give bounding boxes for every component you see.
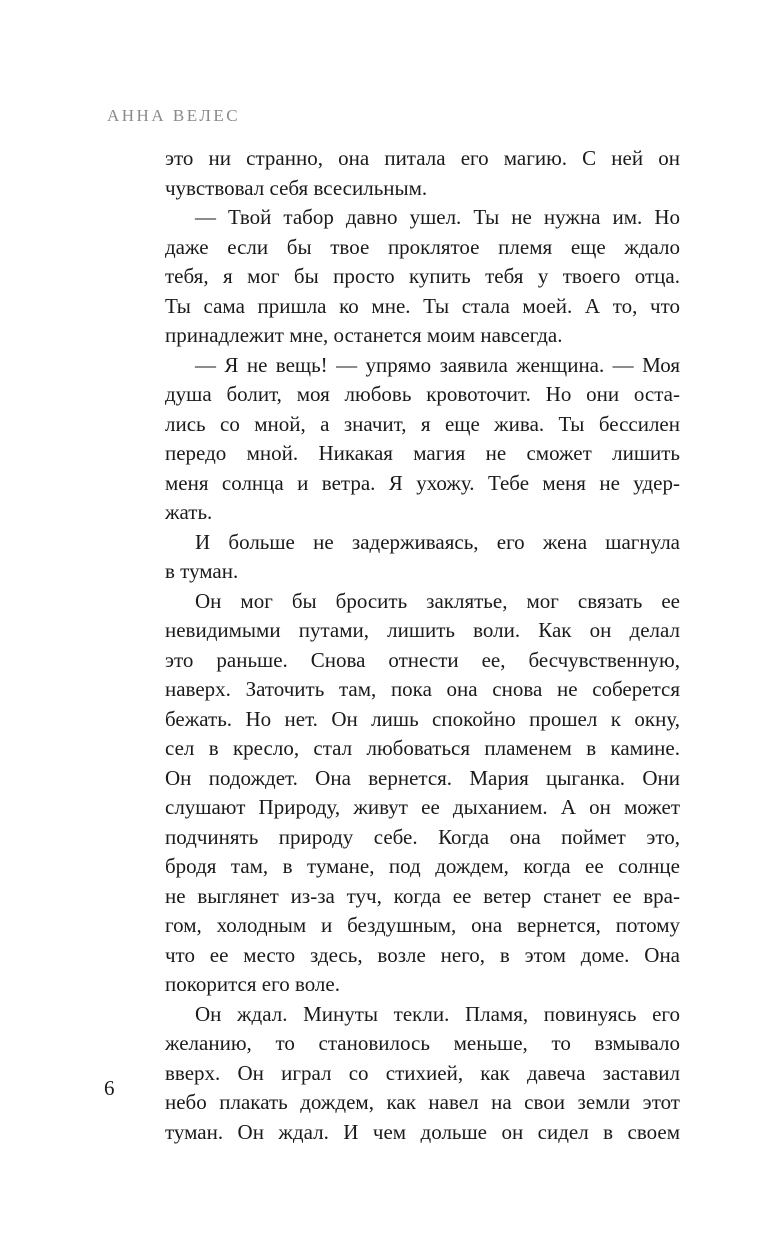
- text-line: даже если бы твое проклятое племя еще ждало: [165, 234, 680, 259]
- page-number: 6: [104, 1076, 115, 1100]
- text-line: Он ждал. Минуты текли. Пламя, повинуясь его: [195, 1001, 680, 1026]
- text-line: подчинять природу себе. Когда она поймет это,: [165, 824, 680, 849]
- text-line: жать.: [165, 500, 213, 524]
- text-line: Он мог бы бросить заклятье, мог связать ее: [195, 588, 680, 613]
- text-line: чувствовал себя всесильным.: [165, 175, 428, 200]
- text-line: меня солнца и ветра. Я ухожу. Тебе меня не удер-: [165, 470, 680, 495]
- text-line: покорится его воле.: [165, 972, 340, 996]
- text-line: невидимыми путами, лишить воли. Как он делал: [165, 618, 680, 642]
- text-line: Он подождет. Она вернется. Мария цыганка. Они: [165, 765, 680, 790]
- text-line: тебя, я мог бы просто купить тебя у твоего отца.: [165, 264, 680, 288]
- text-line: наверх. Заточить там, пока она снова не соберется: [165, 677, 680, 701]
- text-line: душа болит, моя любовь кровоточит. Но они оста-: [165, 382, 680, 406]
- text-line: это раньше. Снова отнести ее, бесчувственную,: [165, 647, 680, 672]
- text-line: передо мной. Никакая магия не сможет лишить: [165, 441, 680, 465]
- text-line: слушают Природу, живут ее дыханием. А он может: [165, 795, 680, 819]
- text-line: Ты сама пришла ко мне. Ты стала моей. А то, что: [165, 293, 680, 318]
- text-line: бродя там, в тумане, под дождем, когда ее солнце: [165, 854, 680, 878]
- text-line: вверх. Он играл со стихией, как давеча заставил: [165, 1060, 680, 1085]
- text-line: И больше не задерживаясь, его жена шагнула: [195, 529, 680, 554]
- text-line: это ни странно, она питала его магию. С ней он: [165, 146, 680, 170]
- text-line: небо плакать дождем, как навел на свои земли этот: [165, 1090, 680, 1114]
- text-line: гом, холодным и бездушным, она вернется, потому: [165, 913, 680, 937]
- body-text: [165, 144, 680, 1147]
- running-head-author: АННА ВЕЛЕС: [107, 106, 241, 125]
- text-line: не выглянет из-за туч, когда ее ветер станет ее вра-: [165, 883, 680, 908]
- text-line: желанию, то становилось меньше, то взмывало: [165, 1031, 680, 1055]
- text-line: принадлежит мне, останется моим навсегда.: [165, 323, 563, 347]
- text-line: что ее место здесь, возле него, в этом доме. Она: [165, 942, 680, 967]
- text-line: — Я не вещь! — упрямо заявила женщина. — Моя: [195, 352, 680, 377]
- text-line: туман. Он ждал. И чем дольше он сидел в своем: [165, 1119, 680, 1144]
- text-line: — Твой табор давно ушел. Ты не нужна им. Но: [195, 205, 680, 229]
- text-line: лись со мной, а значит, я еще жива. Ты бессилен: [165, 411, 680, 436]
- text-line: сел в кресло, стал любоваться пламенем в камине.: [165, 736, 680, 760]
- text-line: в туман.: [165, 559, 239, 583]
- text-line: бежать. Но нет. Он лишь спокойно прошел к окну,: [165, 706, 680, 731]
